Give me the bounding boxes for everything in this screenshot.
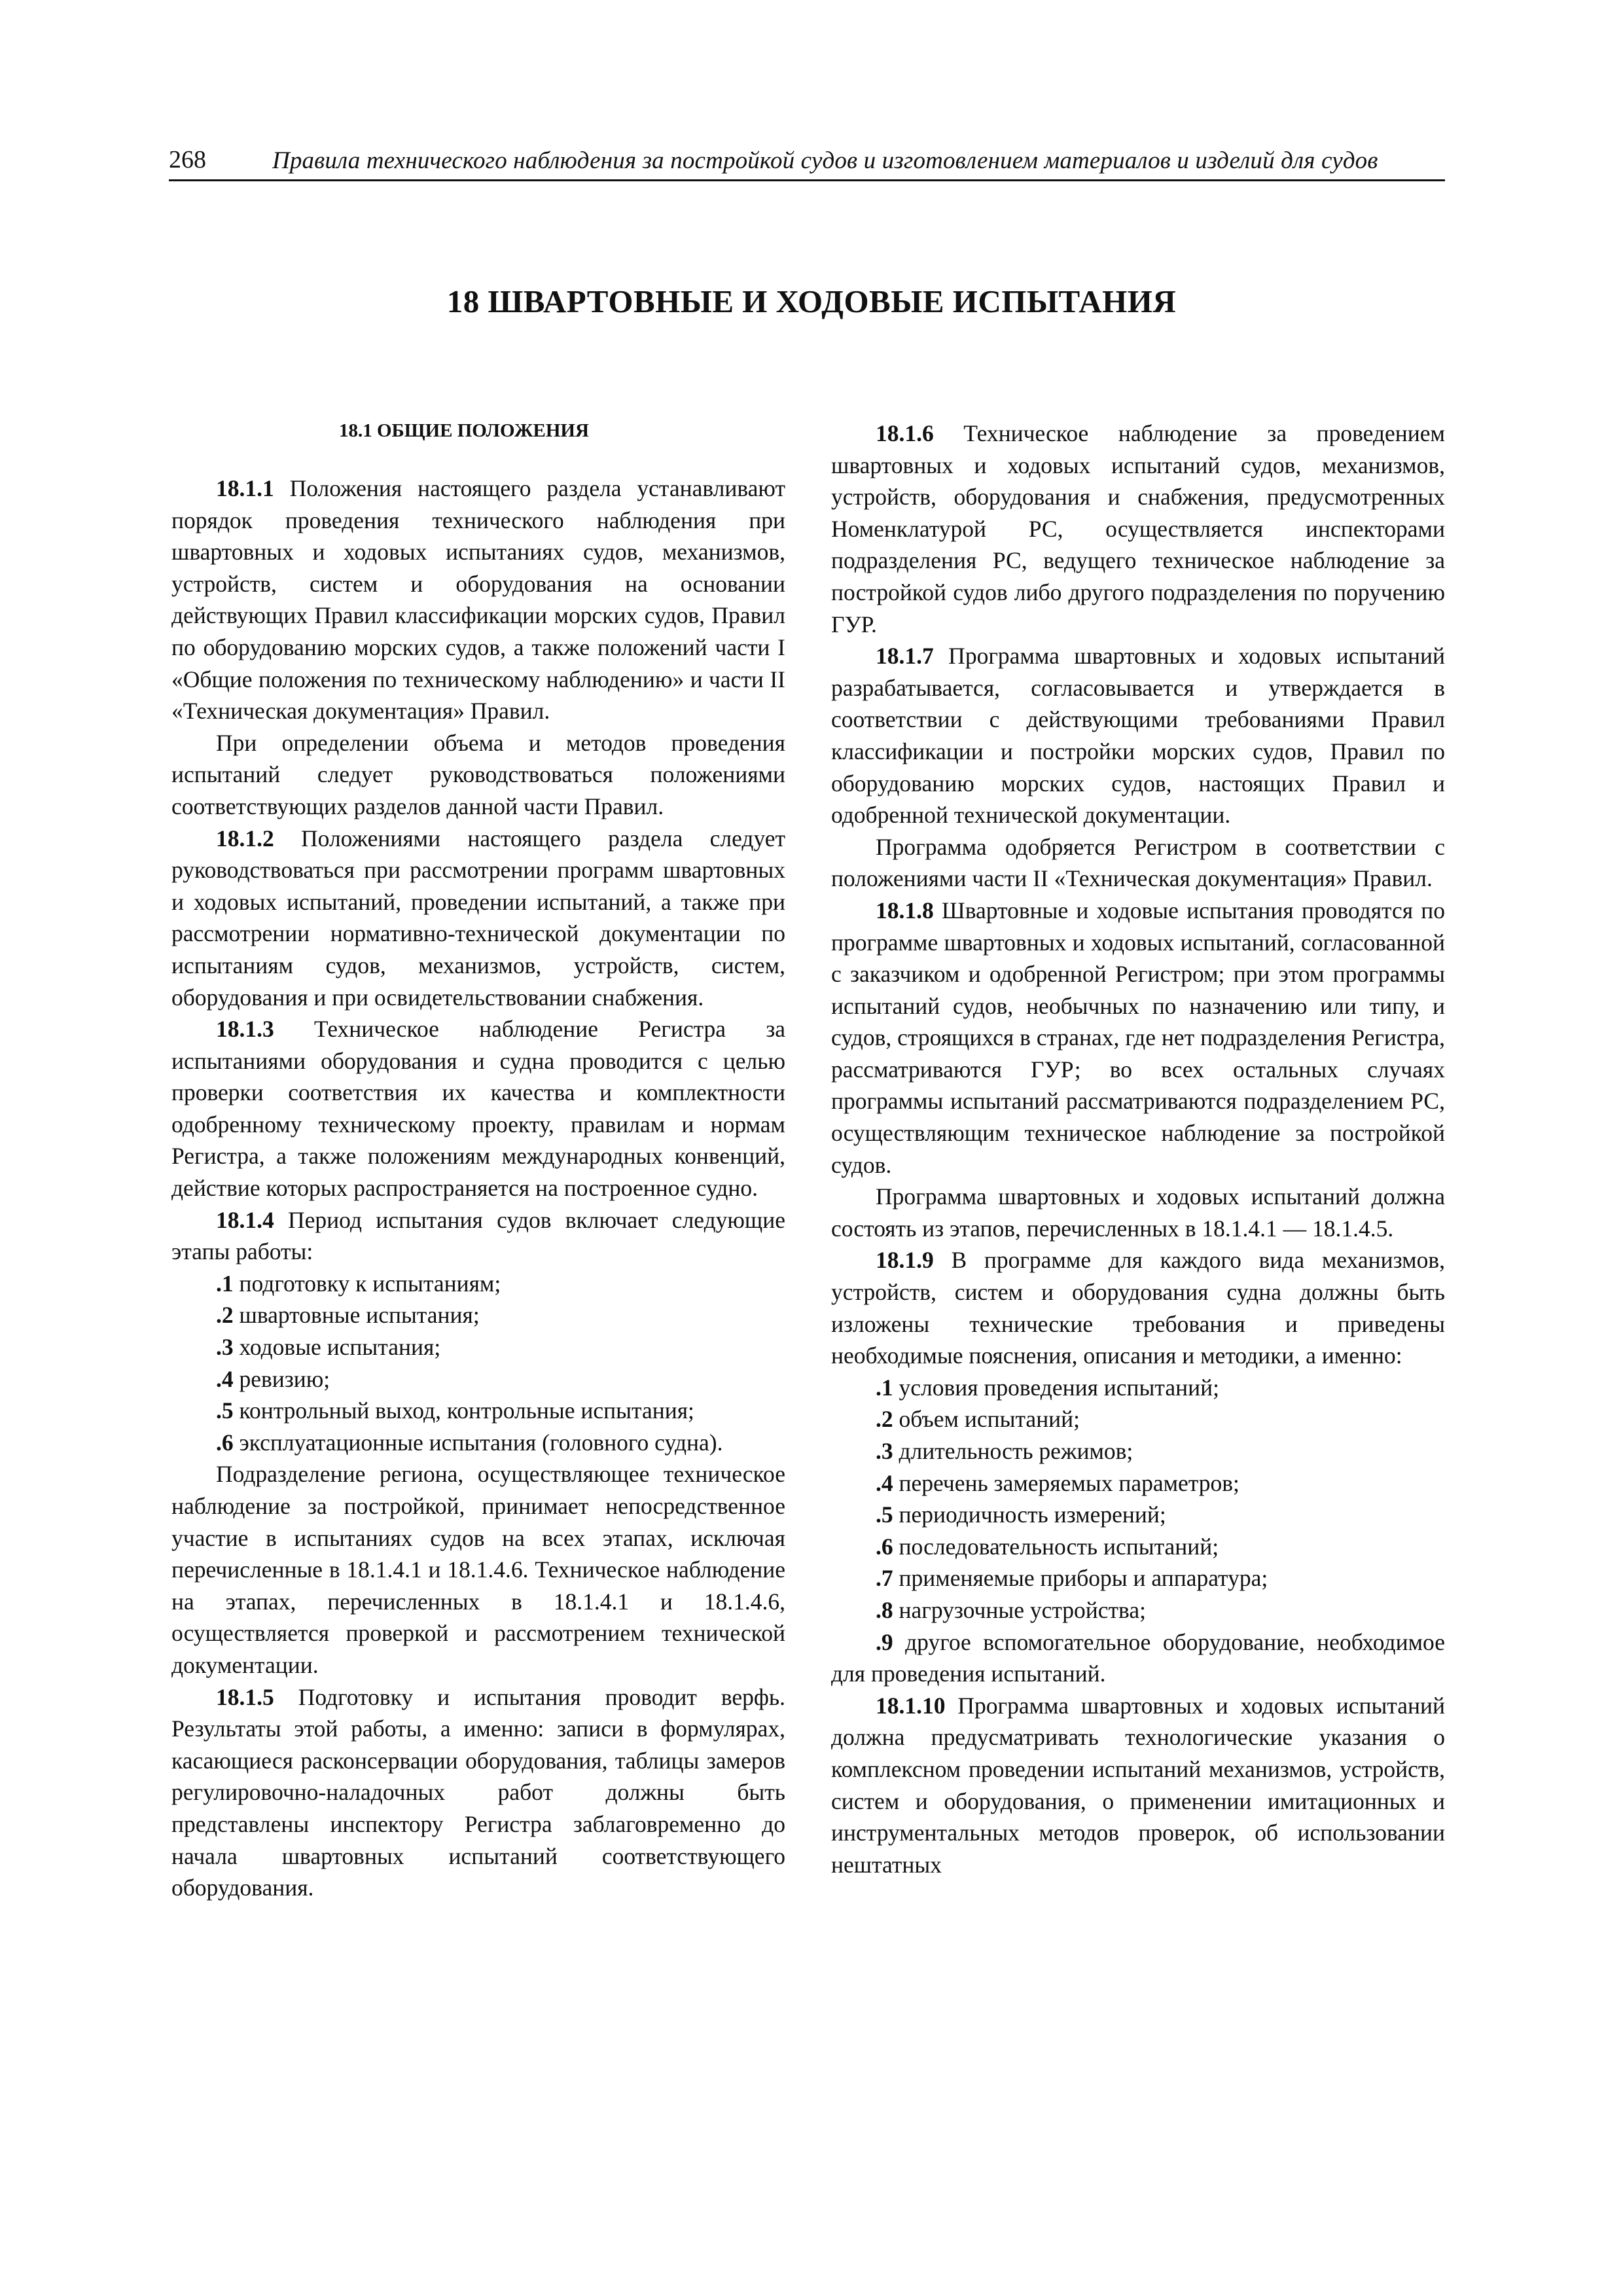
item-number: .3 bbox=[876, 1438, 893, 1464]
section-title: 18.1 ОБЩИЕ ПОЛОЖЕНИЯ bbox=[339, 420, 589, 441]
chapter-title: 18 ШВАРТОВНЫЕ И ХОДОВЫЕ ИСПЫТАНИЯ bbox=[446, 283, 1177, 319]
paragraph: Программа швартовных и ходовых испытаний должна состоять из этапов, перечисленных в 18.1.4.1 — 18.1.4.5. bbox=[831, 1183, 1445, 1242]
paragraph-text: Техническое наблюдение за проведением швартовных и ходовых испытаний судов, механизмов, устройств, оборудования и снабжения, предусмотренных Номенклатурой РС, осуществляется инспекторами подразделения РС, ведущего техническое наблюдение за постройкой судов либо другого подразделения по поручению ГУР. bbox=[831, 420, 1445, 637]
item-number: .8 bbox=[876, 1596, 893, 1623]
paragraph-18-1-4 bbox=[171, 1204, 785, 1268]
paragraph-18-1-6 bbox=[831, 418, 1445, 640]
item-number: .9 bbox=[876, 1628, 893, 1655]
item-number: .7 bbox=[876, 1565, 893, 1592]
clause-number: 18.1.10 bbox=[876, 1692, 946, 1719]
paragraph-text: Техническое наблюдение Регистра за испытаниями оборудования и судна проводится с целью проверки соответствия их качества и комплектности одобренному техническому проекту, правилам и нормам Регистра, а также положениям международных конвенций, действие которых распространяется на построенное судно. bbox=[171, 1016, 785, 1202]
item-text: ревизию; bbox=[233, 1365, 330, 1392]
paragraph-18-1-3 bbox=[171, 1013, 785, 1204]
item-text: другое вспомогательное оборудование, необходимое для проведения испытаний. bbox=[831, 1628, 1445, 1687]
left-column bbox=[171, 418, 785, 1904]
paragraph-18-1-10 bbox=[831, 1690, 1445, 1881]
item-text: условия проведения испытаний; bbox=[893, 1374, 1219, 1401]
paragraph-text: В программе для каждого вида механизмов, устройств, систем и оборудования судна должны быть изложены технические требования и приведены необходимые пояснения, описания и методики, а именно: bbox=[831, 1247, 1445, 1369]
item-number: .1 bbox=[876, 1374, 893, 1401]
clause-number: 18.1.2 bbox=[216, 825, 274, 852]
item-number: .6 bbox=[876, 1533, 893, 1560]
item-number: .3 bbox=[216, 1334, 234, 1361]
list-item bbox=[831, 1435, 1445, 1467]
item-text: контрольный выход, контрольные испытания; bbox=[233, 1397, 694, 1424]
paragraph-18-1-7 bbox=[831, 640, 1445, 831]
paragraph-18-1-2 bbox=[171, 823, 785, 1014]
list-item bbox=[171, 1427, 785, 1459]
paragraph: Программа одобряется Регистром в соответствии с положениями части II «Техническая документация» Правил. bbox=[831, 833, 1445, 892]
item-number: .2 bbox=[216, 1302, 234, 1329]
item-number: .4 bbox=[216, 1365, 234, 1392]
item-text: длительность режимов; bbox=[893, 1438, 1133, 1464]
list-item bbox=[171, 1268, 785, 1300]
paragraph-text: Положениями настоящего раздела следует руководствоваться при рассмотрении программ швартовных и ходовых испытаний, проведении испытаний, а также при рассмотрении нормативно-технической документации по испытаниям судов, механизмов, устройств, систем, оборудования и при освидетельствовании снабжения. bbox=[171, 825, 785, 1011]
item-number: .2 bbox=[876, 1406, 893, 1433]
item-text: эксплуатационные испытания (головного судна). bbox=[233, 1429, 723, 1456]
item-text: периодичность измерений; bbox=[893, 1501, 1166, 1528]
clause-number: 18.1.1 bbox=[216, 475, 274, 501]
item-text: нагрузочные устройства; bbox=[893, 1596, 1146, 1623]
list-item bbox=[171, 1395, 785, 1427]
clause-number: 18.1.9 bbox=[876, 1247, 934, 1274]
list-item bbox=[831, 1372, 1445, 1404]
list-item bbox=[171, 1299, 785, 1331]
running-title: Правила технического наблюдения за постройкой судов и изготовлением материалов и изделий для судов bbox=[272, 147, 1378, 174]
list-item bbox=[831, 1562, 1445, 1594]
list-item bbox=[831, 1594, 1445, 1626]
list-item bbox=[831, 1403, 1445, 1435]
right-column bbox=[831, 418, 1445, 1880]
clause-number: 18.1.6 bbox=[876, 420, 934, 446]
paragraph-text: Подготовку и испытания проводит верфь. Результаты этой работы, а именно: записи в формулярах, касающиеся расконсервации оборудования, таблицы замеров регулировочно-наладочных работ должны быть представлены инспектору Регистра заблаговременно до начала швартовных испытаний соответствующего оборудования. bbox=[171, 1683, 785, 1901]
page-number: 268 bbox=[169, 146, 206, 173]
item-text: швартовные испытания; bbox=[233, 1302, 480, 1329]
item-number: .1 bbox=[216, 1270, 234, 1297]
clause-number: 18.1.7 bbox=[876, 643, 934, 670]
item-text: подготовку к испытаниям; bbox=[233, 1270, 501, 1297]
paragraph-18-1-1 bbox=[171, 473, 785, 727]
item-text: ходовые испытания; bbox=[233, 1334, 441, 1361]
clause-number: 18.1.4 bbox=[216, 1206, 274, 1233]
item-number: .6 bbox=[216, 1429, 234, 1456]
list-item bbox=[831, 1499, 1445, 1531]
list-item bbox=[171, 1331, 785, 1363]
item-text: перечень замеряемых параметров; bbox=[893, 1469, 1240, 1496]
item-number: .5 bbox=[216, 1397, 234, 1424]
clause-number: 18.1.8 bbox=[876, 897, 934, 924]
item-text: объем испытаний; bbox=[893, 1406, 1080, 1433]
paragraph-18-1-8 bbox=[831, 895, 1445, 1181]
item-text: применяемые приборы и аппаратура; bbox=[893, 1565, 1268, 1592]
item-text: последовательность испытаний; bbox=[893, 1533, 1219, 1560]
paragraph: При определении объема и методов проведения испытаний следует руководствоваться положениями соответствующих разделов данной части Правил. bbox=[171, 729, 785, 819]
page-header bbox=[169, 145, 1445, 181]
paragraph-text: Положения настоящего раздела устанавливают порядок проведения технического наблюдения при швартовных и ходовых испытаниях судов, механизмов, устройств, систем и оборудования на основании действующих Правил классификации морских судов, Правил по оборудованию морских судов, а также положений части I «Общие положения по техническому наблюдению» и части II «Техническая документация» Правил. bbox=[171, 475, 785, 725]
paragraph-text: Швартовные и ходовые испытания проводятся по программе швартовных и ходовых испытаний, согласованной с заказчиком и одобренной Регистром; при этом программы испытаний судов, необычных по назначению или типу, и судов, строящихся в странах, где нет подразделения Регистра, рассматриваются ГУР; во всех остальных случаях программы испытаний рассматриваются подразделением РС, осуществляющим техническое наблюдение за постройкой судов. bbox=[831, 897, 1445, 1178]
item-number: .5 bbox=[876, 1501, 893, 1528]
paragraph-text: Программа швартовных и ходовых испытаний должна предусматривать технологические указания о комплексном проведении испытаний механизмов, устройств, систем и оборудования, о применении имитационных и инструментальных методов проверок, об использовании нештатных bbox=[831, 1692, 1445, 1878]
paragraph: Подразделение региона, осуществляющее техническое наблюдение за постройкой, принимает непосредственное участие в испытаниях судов на всех этапах, исключая перечисленные в 18.1.4.1 и 18.1.4.6. Техническое наблюдение на этапах, перечисленных в 18.1.4.1 и 18.1.4.6, осуществляется проверкой и рассмотрением технической документации. bbox=[171, 1461, 785, 1678]
clause-number: 18.1.3 bbox=[216, 1016, 274, 1043]
paragraph-18-1-5 bbox=[171, 1681, 785, 1904]
clause-number: 18.1.5 bbox=[216, 1683, 274, 1710]
paragraph-text: Программа швартовных и ходовых испытаний разрабатывается, согласовывается и утверждается в соответствии с действующими требованиями Правил классификации и постройки морских судов, Правил по оборудованию морских судов, настоящих Правил и одобренной технической документации. bbox=[831, 643, 1445, 829]
list-item bbox=[831, 1626, 1445, 1690]
paragraph-text: Период испытания судов включает следующие этапы работы: bbox=[171, 1206, 785, 1265]
list-item bbox=[831, 1531, 1445, 1563]
paragraph-18-1-9 bbox=[831, 1244, 1445, 1371]
list-item bbox=[831, 1467, 1445, 1499]
list-item bbox=[171, 1363, 785, 1395]
item-number: .4 bbox=[876, 1469, 893, 1496]
